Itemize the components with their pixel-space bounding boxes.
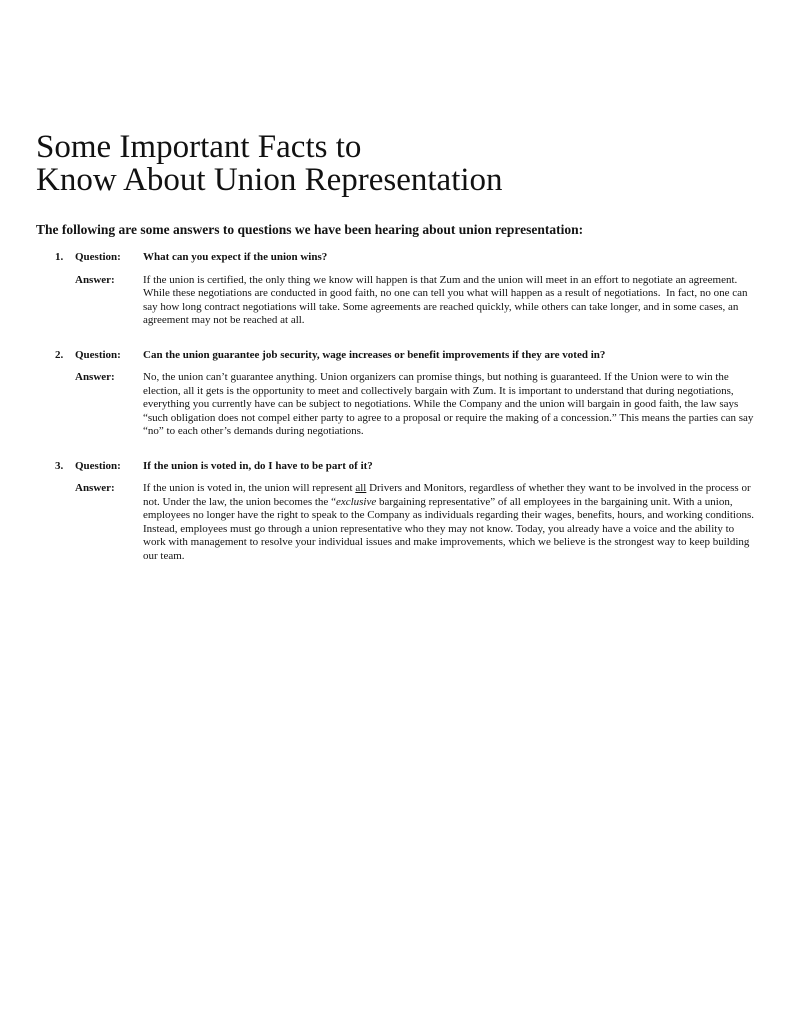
answer-text [143, 274, 757, 328]
answer-text [143, 482, 757, 563]
answer-segment: bargaining representative” of all employees in the bargaining unit. With a union, employees no longer have the right to speak to the Company as individuals regarding their wages, benefits, hours, and working conditions. Instead, employees must go through a union representative who they may not know. Today, you already have a voice and the ability to work with management to resolve your individual issues and make improvements, which we believe is the strongest way to keep building our team. [143, 495, 754, 562]
intro-text: The following are some answers to questions we have been hearing about union representation: [36, 222, 584, 237]
question-text: If the union is voted in, do I have to be part of it? [143, 459, 373, 472]
question-text: What can you expect if the union wins? [143, 251, 328, 263]
answer-label: Answer: [75, 371, 115, 383]
answer-label: Answer: [75, 482, 115, 494]
question-row [55, 460, 757, 474]
item-number: 1. [55, 251, 64, 263]
question-row [55, 349, 757, 363]
qa-item-1 [55, 251, 757, 328]
page-title-line-1: Some Important Facts to [36, 129, 362, 165]
answer-label: Answer: [75, 273, 115, 286]
answer-row [55, 371, 757, 439]
answer-row [55, 482, 757, 563]
item-number: 2. [55, 348, 64, 361]
question-label: Question: [75, 459, 121, 472]
question-label: Question: [75, 348, 121, 361]
answer-segment: If the union is voted in, the union will represent [143, 482, 356, 494]
question-label: Question: [75, 251, 121, 263]
question-row [55, 251, 757, 265]
item-number: 3. [55, 459, 64, 472]
answer-segment: If the union is certified, the only thing we know will happen is that Zum and the union will meet in an effort to negotiate an agreement. While these negotiations are conducted in good faith, no one can tell you what will happen as a result of negotiations. In fact, no one can say how long contract negotiations will take. Some agreements are reached quickly, while others can take longer, and in some cases, an agreement may not be reached at all. [143, 273, 748, 326]
page-title-line-2: Know About Union Representation [36, 162, 503, 198]
answer-segment: all [355, 482, 367, 494]
qa-item-2 [55, 349, 757, 439]
page-title [36, 131, 757, 197]
qa-item-3 [55, 460, 757, 564]
qa-list [0, 251, 790, 563]
answer-segment: Drivers and Monitors, regardless of whether they want to be involved in the process or not. Under the law, the union becomes the “ [143, 482, 751, 508]
answer-segment: No, the union can’t guarantee anything. Union organizers can promise things, but nothing is guaranteed. If the Union were to win the election, all it gets is the opportunity to meet and collectively bargain with Zum. It is important to understand that during negotiations, everything you currently have can be subject to negotiations. While the Company and the union will bargain in good faith, the law says “such obligation does not compel either party to agree to a proposal or require the making of a concession.” This means the parties can say “no” to each other’s demands during negotiations. [143, 371, 754, 437]
question-text: Can the union guarantee job security, wage increases or benefit improvements if they are voted in? [143, 348, 606, 361]
answer-segment: exclusive [335, 495, 377, 508]
answer-text [143, 371, 757, 439]
answer-row [55, 274, 757, 328]
